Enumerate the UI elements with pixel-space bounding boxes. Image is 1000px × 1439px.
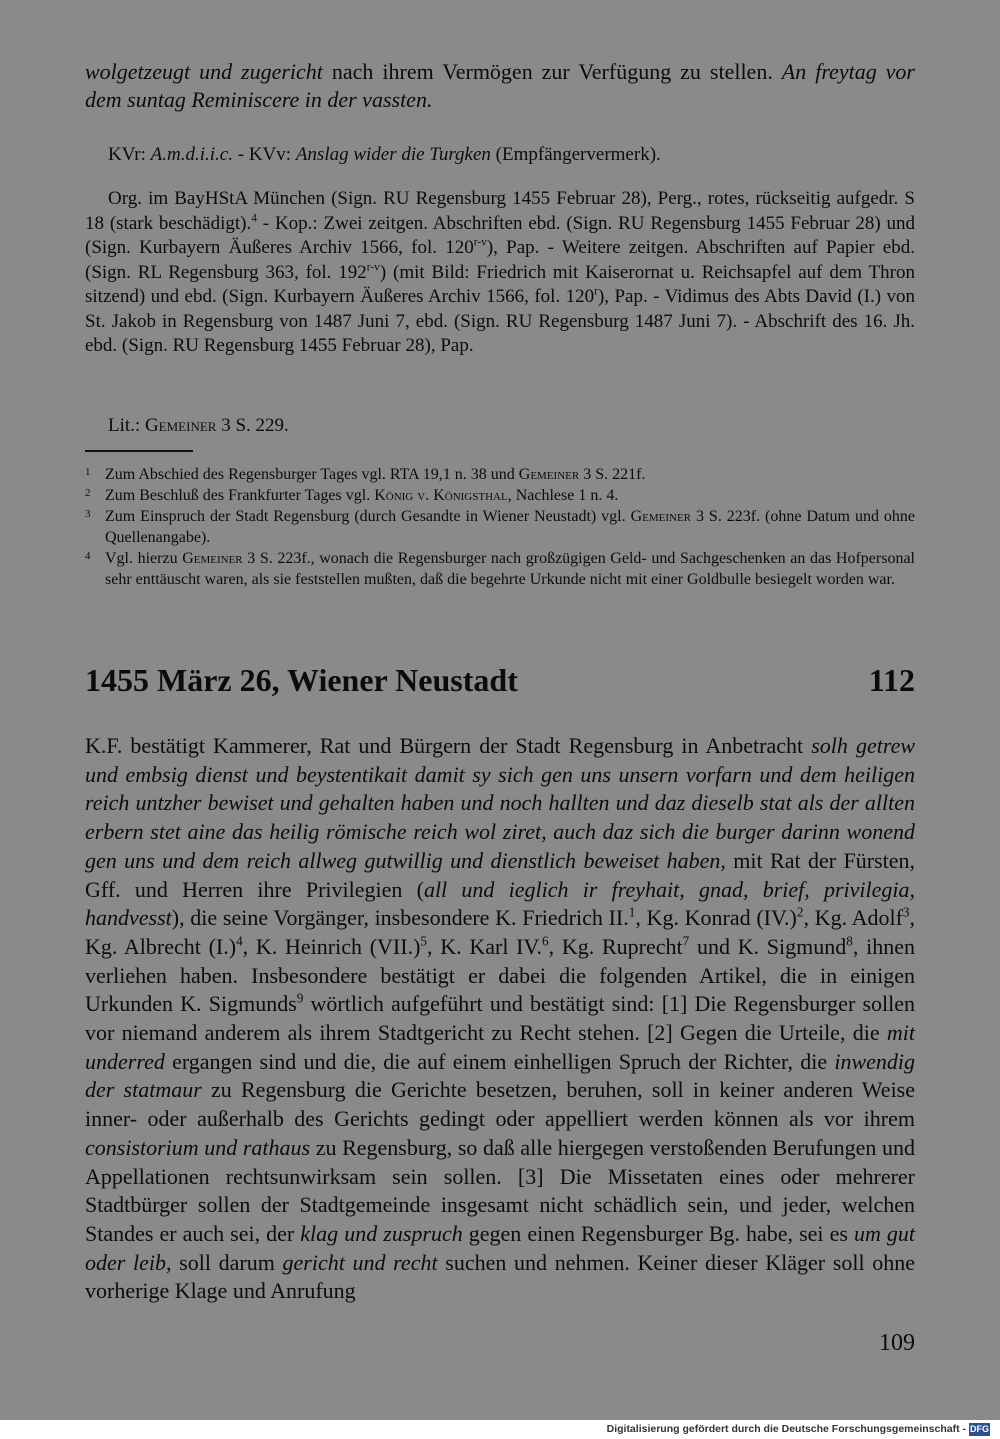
regest-text: wörtlich aufgeführt und bestätigt sind: [1] Die Regensburger sollen vor niemand anderem als ihrem Stadtgericht zu Recht stehen. [2] Gegen die Urteile, die	[85, 991, 916, 1046]
footnote-3	[85, 506, 915, 548]
regest-text: , Kg. Adolf	[803, 905, 903, 931]
footnote-ref: 9	[296, 991, 304, 1006]
footnote-ref: 4	[236, 933, 243, 949]
footnote-number: 4	[85, 550, 91, 562]
org-text-4: ) (mit Bild: Friedrich mit Kaiserornat u. Reichsapfel auf dem Thron sitzend) und ebd. (Sign. Kurbayern Äußeres Archiv 1566, fol. 120	[85, 261, 915, 307]
footnote-ref: 7	[682, 933, 690, 949]
footer-credit: Digitalisierung gefördert durch die Deutsche Forschungsgemeinschaft -	[606, 1423, 966, 1435]
footnote-rule	[85, 450, 193, 452]
regest-quote: solh getrew und embsig dienst und beystentikait damit sy sich gen uns unsern vorfarn und dem heiligen reich untzher bewiset und gehalten haben und noch hallten und daz dieselb stat als der allten erbern stet aine das heilig römische reich wol ziret, auch daz sich die burger darinn wonend gen uns und dem reich allweg gutwillig und dienstlich beweiset haben,	[85, 733, 916, 873]
org-folio-sup-1: r-v	[473, 236, 487, 249]
kv-recto-text: A.m.d.i.i.c.	[150, 144, 233, 165]
regest-text: , soll darum	[166, 1249, 283, 1275]
kv-note: (Empfängervermerk).	[490, 144, 661, 165]
org-footnote-ref-4: 4	[251, 212, 257, 225]
kv-label-recto: KVr:	[108, 144, 151, 165]
regest-quote: gericht und recht	[282, 1249, 438, 1275]
org-text-3: ), Pap. - Weitere zeitgen. Abschriften auf Papier ebd. (Sign. RL Regensburg 363, fol. 192	[85, 237, 915, 283]
intro-paragraph	[85, 58, 915, 114]
footnote-ref: 8	[846, 933, 853, 949]
regest-text: zu Regensburg, so daß alle hiergegen verstoßenden Berufungen und Appellationen rechtsunwirksam sein sollen. [3] Die Missetaten eines oder mehrerer Stadtbürger sollen der Stadtgemeinde insgesamt nicht schädlich sein, und jeder, welchen Standes er auch sei, der	[85, 1134, 915, 1246]
footnote-text: 3 S. 223f., wonach die Regensburger nach großzügigen Geld- und Sachgeschenken an das Hofpersonal sehr enttäuscht waren, als sie feststellen mußten, daß die begehrte Urkunde nicht mit einer Goldbulle besiegelt worden war.	[105, 550, 915, 588]
digitization-footer	[0, 1420, 1000, 1439]
org-text-2: - Kop.: Zwei zeitgen. Abschriften ebd. (Sign. RU Regensburg 1455 Februar 28) und (Sign. Kurbayern Äußeres Archiv 1566, fol. 120	[85, 212, 916, 258]
footnote-text: , Nachlese 1 n. 4.	[507, 487, 619, 504]
regest-quote: consistorium und rathaus	[85, 1134, 311, 1160]
org-text-1: Org. im BayHStA München (Sign. RU Regensburg 1455 Februar 28), Perg., rotes, rückseitig aufgedr. S 18 (stark beschädigt).	[85, 188, 915, 234]
regest-text: und K. Sigmund	[689, 933, 847, 959]
regest-text: , K. Karl IV.	[427, 933, 543, 959]
footnote-author: König v. Königsthal	[374, 487, 508, 504]
regest-text: K.F. bestätigt Kammerer, Rat und Bürgern der Stadt Regensburg in Anbetracht	[85, 733, 812, 758]
regest-text: , Kg. Konrad (IV.)	[635, 905, 797, 931]
regest-text: , Kg. Albrecht (I.)	[85, 905, 915, 959]
regest-quote: klag und zuspruch	[300, 1220, 463, 1246]
footnote-number: 2	[85, 487, 91, 499]
footnote-text: Zum Einspruch der Stadt Regensburg (durch Gesandte in Wiener Neustadt) vgl.	[105, 508, 631, 525]
regest-text: zu Regensburg die Gerichte besetzen, beruhen, soll in keiner anderen Weise inner- oder außerhalb des Gerichts gedingt oder appelliert werden können als vor ihrem	[85, 1077, 916, 1132]
regest-quote: all und ieglich ir freyhait, gnad, brief, privilegia, handvesst	[85, 876, 916, 931]
regest-text: mit Rat der Fürsten, Gff. und Herren ihre Privilegien (	[85, 847, 915, 902]
footnote-author: Gemeiner	[182, 550, 243, 567]
literature-line	[108, 414, 508, 438]
regest-text: , Kg. Ruprecht	[548, 933, 683, 959]
footnote-number: 3	[85, 508, 91, 520]
regest-paragraph	[85, 732, 915, 1306]
kv-label-verso: - KVv:	[233, 144, 296, 165]
regest-quote: um gut oder leib	[85, 1220, 915, 1275]
lit-author: Gemeiner	[144, 415, 217, 436]
regest-quote: inwendig der statmaur	[85, 1048, 915, 1103]
regest-text: gegen einen Regensburger Bg. habe, sei es	[462, 1220, 854, 1246]
footnote-number: 1	[85, 466, 91, 478]
regest-text: , ihnen verliehen haben. Insbesondere bestätigt er dabei die folgenden Artikel, die in einigen Urkunden K. Sigmunds	[85, 933, 915, 1017]
footnote-author: Gemeiner	[630, 508, 692, 525]
footnote-ref: 3	[902, 904, 910, 920]
org-text-5: ), Pap. - Vidimus des Abts David (I.) von St. Jakob in Regensburg von 1487 Juni 7, ebd. (Sign. RU Regensburg 1487 Juni 7). - Abschrift des 16. Jh. ebd. (Sign. RU Regensburg 1455 Februar 28), Pap.	[85, 286, 915, 356]
footnote-ref: 6	[542, 933, 549, 949]
regest-quote: mit underred	[85, 1020, 915, 1074]
intro-italic-2: An freytag vor dem suntag Reminiscere in der vassten.	[85, 59, 915, 112]
document-date-place: 1455 März 26, Wiener Neustadt	[85, 662, 518, 698]
org-folio-sup-3: r	[594, 285, 598, 298]
kv-verso-text: Anslag wider die Turgken	[295, 144, 491, 165]
lit-ref: 3 S. 229.	[216, 415, 289, 436]
footnote-2	[85, 485, 915, 506]
dfg-logo-icon: DFG	[970, 1424, 989, 1434]
footnote-text: Zum Beschluß des Frankfurter Tages vgl.	[105, 487, 375, 504]
regest-text: , K. Heinrich (VII.)	[242, 933, 421, 959]
footnote-text: Zum Abschied des Regensburger Tages vgl. RTA 19,1 n. 38 und	[105, 466, 519, 483]
intro-italic-1: wolgetzeugt und zugericht	[85, 59, 323, 84]
lit-label: Lit.:	[108, 415, 145, 436]
footnote-4	[85, 548, 915, 590]
footnote-ref: 2	[796, 904, 804, 920]
footnote-text: 3 S. 221f.	[579, 466, 646, 483]
footnote-text: 3 S. 223f. (ohne Datum und ohne Quellenangabe).	[105, 508, 915, 546]
regest-text: ), die seine Vorgänger, insbesondere K. Friedrich II.	[171, 905, 629, 931]
footnote-1	[85, 464, 915, 485]
footnotes	[85, 464, 915, 590]
endorsement-line	[108, 143, 916, 167]
regest-text: ergangen sind und die, die auf einem einhelligen Spruch der Richter, die	[164, 1048, 835, 1074]
footnote-ref: 5	[420, 933, 427, 949]
document-heading	[85, 662, 915, 704]
document-number: 112	[868, 662, 915, 698]
original-source-paragraph	[85, 187, 915, 359]
footnote-author: Gemeiner	[518, 466, 580, 483]
footnote-ref: 1	[628, 904, 636, 920]
footnote-text: Vgl. hierzu	[105, 550, 183, 567]
org-folio-sup-2: r-v	[366, 261, 380, 274]
regest-text: suchen und nehmen. Keiner dieser Kläger soll ohne vorherige Klage und Anrufung	[85, 1249, 915, 1304]
intro-text: nach ihrem Vermögen zur Verfügung zu stellen.	[322, 59, 782, 84]
page-number: 109	[879, 1330, 915, 1356]
